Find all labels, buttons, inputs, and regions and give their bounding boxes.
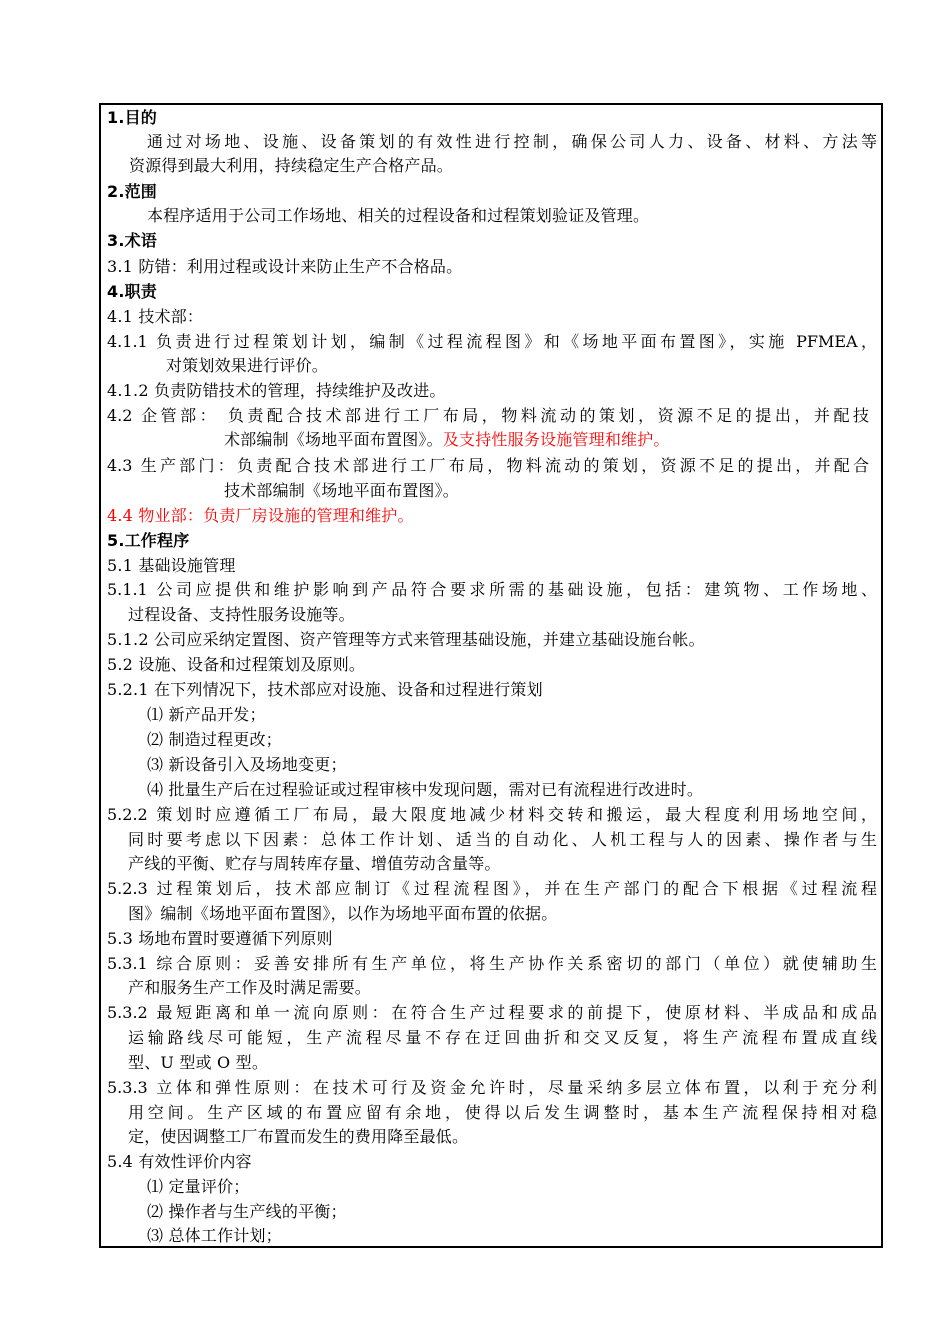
proc-5-3-3-line-2: 用空间。生产区域的布置应留有余地，使得以后发生调整时，基本生产流程保持相对稳 (128, 1103, 877, 1122)
heading-responsibilities: 4.职责 (107, 282, 158, 301)
heading-scope: 2.范围 (107, 182, 158, 201)
proc-5-2-1-item-1: ⑴ 新产品开发； (147, 705, 266, 724)
proc-5-2-2-line-2: 同时要考虑以下因素：总体工作计划、适当的自动化、人机工程与人的因素、操作者与生 (128, 830, 877, 849)
proc-5-2-2-line-3: 产线的平衡、贮存与周转库存量、增值劳动含量等。 (128, 854, 501, 873)
resp-4-1: 4.1 技术部： (107, 307, 204, 326)
proc-5-3-1-line-1: 5.3.1 综合原则：妥善安排所有生产单位，将生产协作关系密切的部门（单位）就使辅助生 (107, 954, 877, 973)
scope-text: 本程序适用于公司工作场地、相关的过程设备和过程策划验证及管理。 (147, 206, 650, 225)
resp-4-1-1-line-2: 对策划效果进行评价。 (166, 356, 329, 375)
proc-5-3-2-line-2: 运输路线尽可能短，生产流程尽量不存在迂回曲折和交叉反复，将生产流程布置成直线 (128, 1028, 877, 1047)
proc-5-4-item-1: ⑴ 定量评价； (147, 1177, 250, 1196)
resp-4-1-2: 4.1.2 负责防错技术的管理，持续维护及改进。 (107, 381, 446, 400)
proc-5-1: 5.1 基础设施管理 (107, 556, 236, 575)
terms-3-1: 3.1 防错：利用过程或设计来防止生产不合格品。 (107, 257, 463, 276)
resp-4-2-text: 术部编制《场地平面布置图》。 (224, 430, 443, 449)
resp-4-2-line-1: 4.2 企管部： 负责配合技术部进行工厂布局，物料流动的策划，资源不足的提出，并配技 (107, 406, 869, 425)
resp-4-2-line-2 (224, 429, 670, 451)
resp-4-3-line-1: 4.3 生产部门：负责配合技术部进行工厂布局，物料流动的策划，资源不足的提出，并配合 (107, 456, 869, 475)
resp-4-3-line-2: 技术部编制《场地平面布置图》。 (224, 481, 460, 500)
proc-5-3-2-line-1: 5.3.2 最短距离和单一流向原则：在符合生产过程要求的前提下，使原材料、半成品和成品 (107, 1003, 877, 1022)
proc-5-3-3-line-3: 定，使因调整工厂布置而发生的费用降至最低。 (128, 1127, 469, 1146)
proc-5-1-2: 5.1.2 公司应采纳定置图、资产管理等方式来管理基础设施，并建立基础设施台帐。 (107, 630, 705, 649)
proc-5-2-1-item-4: ⑷ 批量生产后在过程验证或过程审核中发现问题，需对已有流程进行改进时。 (147, 780, 704, 799)
resp-4-1-1-line-1: 4.1.1 负责进行过程策划计划，编制《过程流程图》和《场地平面布置图》，实施 PFMEA， (107, 332, 877, 351)
proc-5-2-1-item-2: ⑵ 制造过程更改； (147, 730, 282, 749)
heading-work-procedure: 5.工作程序 (107, 531, 190, 550)
heading-terms: 3.术语 (107, 231, 158, 250)
proc-5-3-2-line-3: 型、U 型或 O 型。 (128, 1053, 269, 1072)
resp-4-2-highlight: 及支持性服务设施管理和维护。 (442, 430, 670, 449)
resp-4-4: 4.4 物业部：负责厂房设施的管理和维护。 (107, 506, 414, 525)
heading-purpose: 1.目的 (107, 108, 158, 127)
purpose-text-line-1: 通过对场地、设施、设备策划的有效性进行控制，确保公司人力、设备、材料、方法等 (147, 132, 877, 151)
proc-5-1-1-line-2: 过程设备、支持性服务设施等。 (128, 605, 355, 624)
proc-5-2-1: 5.2.1 在下列情况下，技术部应对设施、设备和过程进行策划 (107, 680, 543, 699)
proc-5-2-2-line-1: 5.2.2 策划时应遵循工厂布局，最大限度地减少材料交转和搬运，最大程度利用场地空间， (107, 805, 877, 824)
proc-5-1-1-line-1: 5.1.1 公司应提供和维护影响到产品符合要求所需的基础设施，包括：建筑物、工作场地、 (107, 580, 877, 599)
proc-5-3: 5.3 场地布置时要遵循下列原则 (107, 929, 333, 948)
proc-5-3-1-line-2: 产和服务生产工作及时满足需要。 (128, 978, 372, 997)
proc-5-2-3-line-2: 图》编制《场地平面布置图》，以作为场地平面布置的依据。 (128, 904, 558, 923)
purpose-text-line-2: 资源得到最大利用，持续稳定生产合格产品。 (129, 156, 454, 175)
proc-5-2-3-line-1: 5.2.3 过程策划后，技术部应制订《过程流程图》，并在生产部门的配合下根据《过程流程 (107, 879, 877, 898)
proc-5-4: 5.4 有效性评价内容 (107, 1152, 252, 1171)
proc-5-4-item-3: ⑶ 总体工作计划； (147, 1226, 282, 1245)
proc-5-2-1-item-3: ⑶ 新设备引入及场地变更； (147, 755, 347, 774)
proc-5-4-item-2: ⑵ 操作者与生产线的平衡； (147, 1202, 347, 1221)
proc-5-2: 5.2 设施、设备和过程策划及原则。 (107, 655, 366, 674)
proc-5-3-3-line-1: 5.3.3 立体和弹性原则：在技术可行及资金允许时，尽量采纳多层立体布置，以利于充分利 (107, 1078, 877, 1097)
